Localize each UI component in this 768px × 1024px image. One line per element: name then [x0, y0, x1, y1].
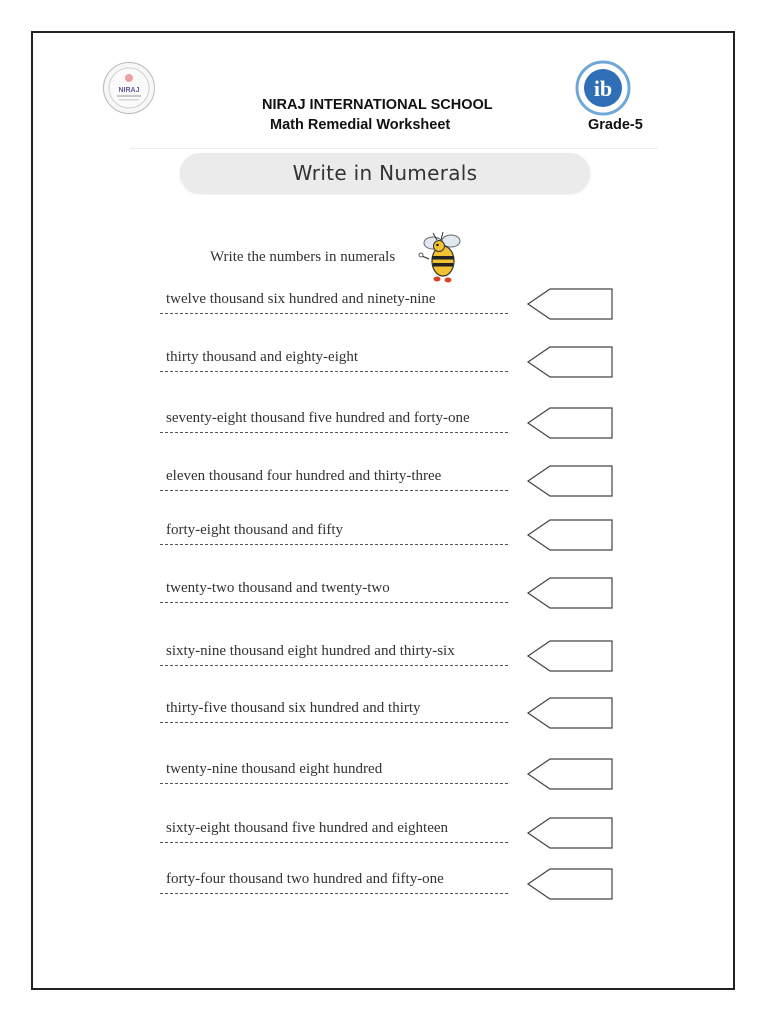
exercise-row: [160, 410, 620, 450]
number-words: thirty thousand and eighty-eight: [166, 349, 359, 365]
bee-icon: [415, 229, 475, 285]
number-words: twenty-two thousand and twenty-two: [166, 580, 390, 596]
dashed-line: [160, 371, 508, 372]
answer-box-icon[interactable]: [526, 345, 614, 379]
exercise-row: [160, 761, 620, 801]
ib-logo-text: ib: [593, 76, 613, 101]
exercise-row: [160, 349, 620, 389]
dashed-line: [160, 893, 508, 894]
exercise-row: [160, 643, 620, 683]
number-words: twenty-nine thousand eight hundred: [166, 761, 383, 777]
grade-label: Grade-5: [588, 117, 643, 133]
number-words: sixty-nine thousand eight hundred and thirty-six: [166, 643, 455, 659]
section-banner: Write in Numerals: [180, 153, 590, 193]
number-words: seventy-eight thousand five hundred and forty-one: [166, 410, 470, 426]
school-name: NIRAJ INTERNATIONAL SCHOOL: [262, 97, 493, 113]
answer-box-icon[interactable]: [526, 576, 614, 610]
header-divider: [130, 148, 658, 149]
exercise-row: [160, 291, 620, 331]
number-words: forty-eight thousand and fifty: [166, 522, 344, 538]
dashed-line: [160, 432, 508, 433]
dashed-line: [160, 602, 508, 603]
answer-box-icon[interactable]: [526, 406, 614, 440]
school-logo-text: NIRAJ: [118, 87, 140, 94]
answer-box-icon[interactable]: [526, 639, 614, 673]
answer-box-icon[interactable]: [526, 867, 614, 901]
answer-box-icon[interactable]: [526, 816, 614, 850]
school-logo: [103, 62, 155, 114]
instruction-text: Write the numbers in numerals: [210, 249, 396, 265]
number-words: eleven thousand four hundred and thirty-three: [166, 468, 442, 484]
number-words: sixty-eight thousand five hundred and eighteen: [166, 820, 449, 836]
answer-box-icon[interactable]: [526, 464, 614, 498]
dashed-line: [160, 490, 508, 491]
number-words: forty-four thousand two hundred and fifty-one: [166, 871, 444, 887]
answer-box-icon[interactable]: [526, 287, 614, 321]
worksheet-title: Math Remedial Worksheet: [270, 117, 451, 133]
dashed-line: [160, 722, 508, 723]
number-words: thirty-five thousand six hundred and thirty: [166, 700, 421, 716]
exercise-row: [160, 522, 620, 562]
exercise-row: [160, 700, 620, 740]
exercise-row: [160, 468, 620, 508]
exercise-row: [160, 580, 620, 620]
exercise-row: [160, 871, 620, 911]
dashed-line: [160, 783, 508, 784]
answer-box-icon[interactable]: [526, 696, 614, 730]
dashed-line: [160, 665, 508, 666]
answer-box-icon[interactable]: [526, 518, 614, 552]
dashed-line: [160, 313, 508, 314]
ib-world-school-logo: [575, 60, 631, 116]
dashed-line: [160, 544, 508, 545]
dashed-line: [160, 842, 508, 843]
exercise-row: [160, 820, 620, 860]
answer-box-icon[interactable]: [526, 757, 614, 791]
number-words: twelve thousand six hundred and ninety-nine: [166, 291, 436, 307]
